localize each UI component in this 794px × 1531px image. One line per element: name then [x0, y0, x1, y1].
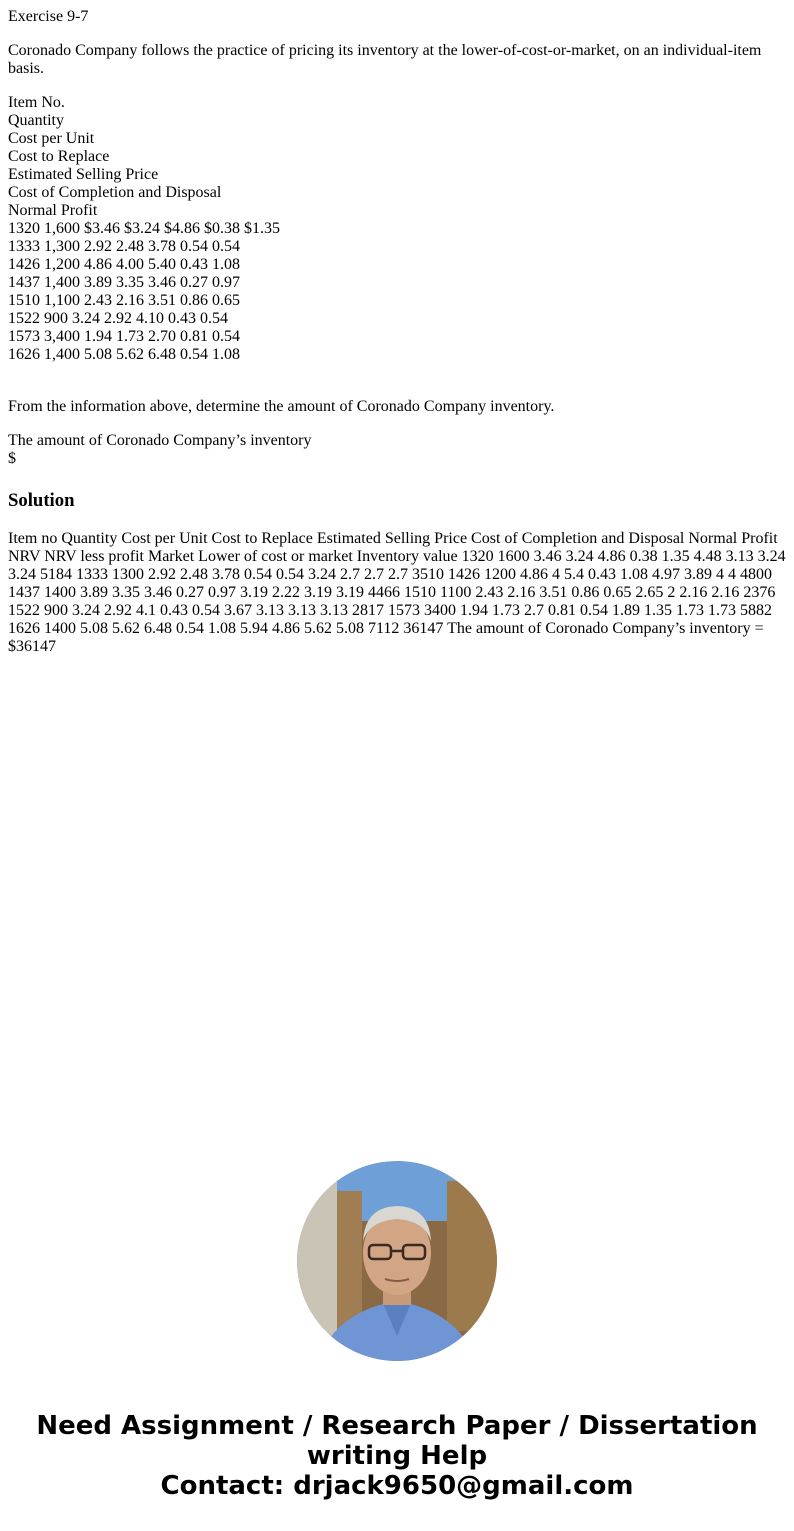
answer-label: The amount of Coronado Company’s inventory [8, 432, 312, 449]
exercise-title: Exercise 9-7 [8, 8, 89, 25]
promo-footer [0, 1161, 794, 1501]
header-item-no: Item No. [8, 94, 65, 111]
solution-body: Item no Quantity Cost per Unit Cost to Replace Estimated Selling Price Cost of Completion and Disposal Normal Profit NRV NRV less profit Market Lower of cost or market Inventory value 1320 1600 3.46 3.24 4.86 0.38 1.35 4.48 3.13 3.24 3.24 5184 1333 1300 2.92 2.48 3.78 0.54 0.54 3.24 2.7 2.7 2.7 3510 1426 1200 4.86 4 5.4 0.43 1.08 4.97 3.89 4 4 4800 1437 1400 3.89 3.35 3.46 0.27 0.97 3.19 2.22 3.19 3.19 4466 1510 1100 2.43 2.16 3.51 0.86 0.65 2.65 2 2.16 2.16 2376 1522 900 3.24 2.92 4.1 0.43 0.54 3.67 3.13 3.13 3.13 2817 1573 3400 1.94 1.73 2.7 0.81 0.54 1.89 1.35 1.73 1.73 5882 1626 1400 5.08 5.62 6.48 0.54 1.08 5.94 4.86 5.62 5.08 7112 36147 The amount of Coronado Company’s inventory = $36147 [8, 530, 786, 655]
table-row: 1573 3,400 1.94 1.73 2.70 0.81 0.54 [8, 328, 240, 345]
header-quantity: Quantity [8, 112, 64, 129]
table-row: 1437 1,400 3.89 3.35 3.46 0.27 0.97 [8, 274, 240, 291]
answer-block [8, 432, 786, 468]
header-cost-per-unit: Cost per Unit [8, 130, 95, 147]
document [0, 8, 794, 656]
promo-line-2: writing Help [306, 1441, 488, 1471]
header-cost-of-completion: Cost of Completion and Disposal [8, 184, 222, 201]
solution-heading: Solution [8, 490, 75, 511]
table-row: 1510 1,100 2.43 2.16 3.51 0.86 0.65 [8, 292, 240, 309]
table-row: 1333 1,300 2.92 2.48 3.78 0.54 0.54 [8, 238, 240, 255]
table-row: 1522 900 3.24 2.92 4.10 0.43 0.54 [8, 310, 228, 327]
promo-text [0, 1411, 794, 1501]
header-cost-to-replace: Cost to Replace [8, 148, 110, 165]
header-normal-profit: Normal Profit [8, 202, 98, 219]
table-row: 1626 1,400 5.08 5.62 6.48 0.54 1.08 [8, 346, 240, 363]
exercise-intro: Coronado Company follows the practice of pricing its inventory at the lower-of-cost-or-market, on an individual-item basis. [8, 42, 762, 77]
question-text: From the information above, determine the amount of Coronado Company inventory. [8, 398, 555, 415]
table-row: 1320 1,600 $3.46 $3.24 $4.86 $0.38 $1.35 [8, 220, 280, 237]
answer-prefix: $ [8, 450, 16, 467]
data-table [8, 94, 786, 364]
table-row: 1426 1,200 4.86 4.00 5.40 0.43 1.08 [8, 256, 240, 273]
header-estimated-selling-price: Estimated Selling Price [8, 166, 159, 183]
author-photo [297, 1161, 497, 1361]
promo-contact: Contact: drjack9650@gmail.com [160, 1471, 634, 1501]
promo-line-1: Need Assignment / Research Paper / Dissertation [36, 1411, 758, 1441]
